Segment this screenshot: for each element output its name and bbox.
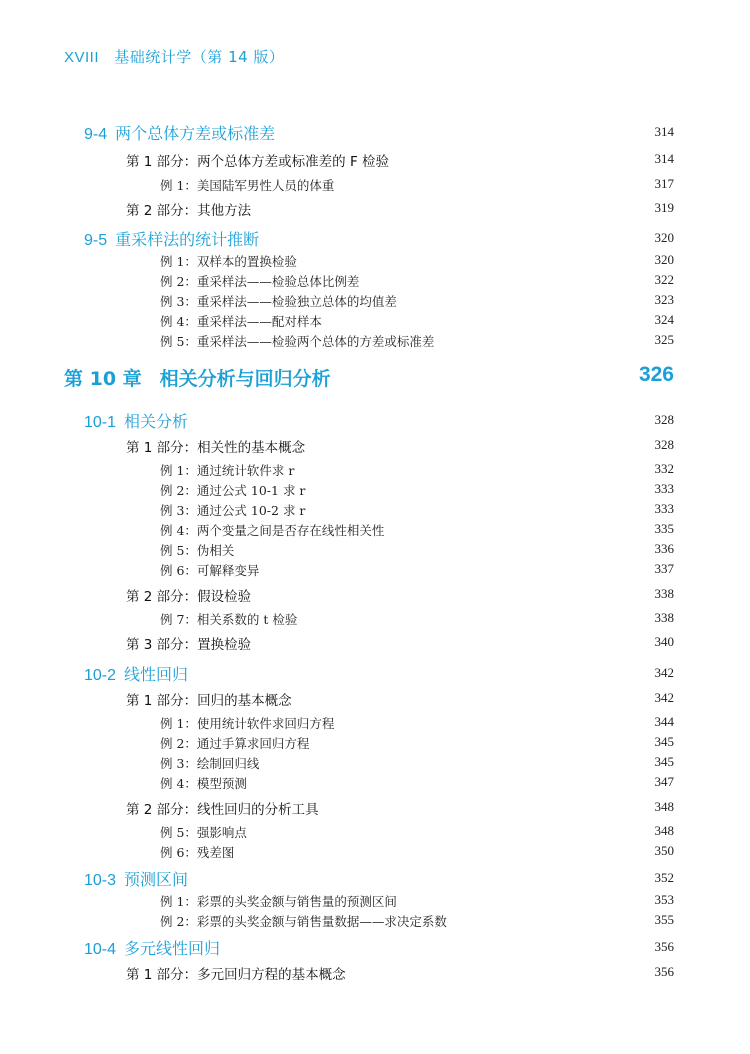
toc-page-number: 345 bbox=[654, 734, 674, 749]
toc-page-number: 314 bbox=[654, 124, 674, 139]
toc-page-number: 320 bbox=[654, 230, 674, 245]
toc-entry-part bbox=[0, 436, 750, 456]
toc-page-number: 314 bbox=[654, 151, 674, 166]
toc-entry-title bbox=[84, 409, 188, 432]
chapter-title: 相关分析与回归分析 bbox=[159, 368, 331, 390]
toc-entry-ex bbox=[0, 175, 750, 195]
toc-page-number: 333 bbox=[654, 481, 674, 496]
running-header bbox=[64, 46, 284, 67]
section-title: 重采样法的统计推断 bbox=[115, 230, 260, 249]
toc-entry-part bbox=[0, 585, 750, 605]
toc-page-number: 328 bbox=[654, 437, 674, 452]
section-number: 10-2 bbox=[84, 667, 117, 684]
toc-entry-title: 例 6：残差图 bbox=[160, 845, 235, 860]
toc-entry-title bbox=[64, 364, 331, 391]
toc-entry-part bbox=[0, 689, 750, 709]
toc-entry-part bbox=[0, 199, 750, 219]
toc-entry-title: 第 1 部分：相关性的基本概念 bbox=[126, 440, 306, 456]
toc-entry-title: 第 2 部分：假设检验 bbox=[126, 589, 252, 605]
toc-entry-title: 例 3：绘制回归线 bbox=[160, 756, 260, 771]
toc-entry-title: 例 4：两个变量之间是否存在线性相关性 bbox=[160, 523, 385, 538]
toc-entry-title: 第 2 部分：其他方法 bbox=[126, 203, 252, 219]
toc-entry-title: 例 4：重采样法——配对样本 bbox=[160, 314, 322, 329]
toc-entry-title bbox=[84, 121, 275, 144]
toc-entry-part bbox=[0, 633, 750, 653]
toc-entry-ex bbox=[0, 733, 750, 753]
toc-page-number: 356 bbox=[654, 939, 674, 954]
toc-entry-title: 例 1：使用统计软件求回归方程 bbox=[160, 716, 335, 731]
toc-entry-ex bbox=[0, 480, 750, 500]
toc-entry-ex bbox=[0, 609, 750, 629]
toc-entry-ex bbox=[0, 911, 750, 931]
toc-entry-sec bbox=[0, 663, 750, 683]
toc-entry-title: 第 1 部分：回归的基本概念 bbox=[126, 693, 292, 709]
toc-page-number: 337 bbox=[654, 561, 674, 576]
toc-entry-ex bbox=[0, 520, 750, 540]
toc-entry-title: 例 2：重采样法——检验总体比例差 bbox=[160, 274, 360, 289]
section-title: 两个总体方差或标准差 bbox=[115, 124, 276, 143]
book-title: 基础统计学（第 14 版） bbox=[114, 48, 285, 66]
toc-page-number: 319 bbox=[654, 200, 674, 215]
toc-entry-title: 例 1：双样本的置换检验 bbox=[160, 254, 297, 269]
toc-entry-chap bbox=[0, 363, 750, 390]
toc-page-number: 348 bbox=[654, 823, 674, 838]
toc-entry-title: 第 1 部分：多元回归方程的基本概念 bbox=[126, 967, 346, 983]
page-number-roman: XVIII bbox=[64, 49, 100, 66]
section-number: 9-4 bbox=[84, 126, 108, 143]
toc-page-number: 340 bbox=[654, 634, 674, 649]
toc-page-number: 344 bbox=[654, 714, 674, 729]
toc-page-number: 320 bbox=[654, 252, 674, 267]
toc-page-number: 335 bbox=[654, 521, 674, 536]
toc-page-number: 323 bbox=[654, 292, 674, 307]
toc-entry-title: 第 2 部分：线性回归的分析工具 bbox=[126, 802, 319, 818]
toc-entry-ex bbox=[0, 842, 750, 862]
toc-entry-part bbox=[0, 150, 750, 170]
section-title: 多元线性回归 bbox=[124, 939, 221, 958]
section-title: 预测区间 bbox=[124, 870, 189, 889]
toc-page-number: 347 bbox=[654, 774, 674, 789]
toc-entry-ex bbox=[0, 331, 750, 351]
toc-entry-ex bbox=[0, 500, 750, 520]
toc-page-number: 338 bbox=[654, 586, 674, 601]
chapter-number: 第 10 章 bbox=[64, 368, 142, 390]
toc-entry-title: 例 2：通过公式 10-1 求 r bbox=[160, 483, 306, 498]
toc-entry-title: 例 3：通过公式 10-2 求 r bbox=[160, 503, 306, 518]
toc-entry-title: 第 1 部分：两个总体方差或标准差的 F 检验 bbox=[126, 154, 390, 170]
toc-entry-title: 例 5：伪相关 bbox=[160, 543, 235, 558]
toc-entry-ex bbox=[0, 291, 750, 311]
section-title: 相关分析 bbox=[124, 412, 189, 431]
toc-entry-title: 例 1：通过统计软件求 r bbox=[160, 463, 295, 478]
toc-entry-sec bbox=[0, 937, 750, 957]
toc-entry-title bbox=[84, 662, 188, 685]
toc-entry-ex bbox=[0, 460, 750, 480]
toc-page-number: 336 bbox=[654, 541, 674, 556]
toc-entry-title: 例 3：重采样法——检验独立总体的均值差 bbox=[160, 294, 397, 309]
toc-entry-ex bbox=[0, 271, 750, 291]
toc-entry-title: 例 7：相关系数的 t 检验 bbox=[160, 612, 298, 627]
toc-entry-ex bbox=[0, 311, 750, 331]
toc-page-number: 356 bbox=[654, 964, 674, 979]
toc-page-number: 345 bbox=[654, 754, 674, 769]
toc-page-number: 322 bbox=[654, 272, 674, 287]
section-number: 10-1 bbox=[84, 414, 117, 431]
toc-entry-title bbox=[84, 936, 220, 959]
toc-entry-ex bbox=[0, 773, 750, 793]
toc-entry-title bbox=[84, 227, 259, 250]
toc-page-number: 355 bbox=[654, 912, 674, 927]
toc-entry-title: 例 6：可解释变异 bbox=[160, 563, 260, 578]
toc-entry-ex bbox=[0, 540, 750, 560]
toc-page-number: 317 bbox=[654, 176, 674, 191]
toc-entry-title: 例 2：彩票的头奖金额与销售量数据——求决定系数 bbox=[160, 914, 447, 929]
toc-page-number: 338 bbox=[654, 610, 674, 625]
toc-entry-ex bbox=[0, 822, 750, 842]
toc-page-number: 342 bbox=[654, 665, 674, 680]
toc-page-number: 326 bbox=[638, 363, 674, 386]
toc-entry-ex bbox=[0, 251, 750, 271]
toc-page-number: 325 bbox=[654, 332, 674, 347]
toc-entry-title: 例 1：彩票的头奖金额与销售量的预测区间 bbox=[160, 894, 397, 909]
toc-page-number: 332 bbox=[654, 461, 674, 476]
section-number: 9-5 bbox=[84, 232, 108, 249]
toc-page-number: 352 bbox=[654, 870, 674, 885]
section-number: 10-4 bbox=[84, 941, 117, 958]
toc-entry-title: 例 2：通过手算求回归方程 bbox=[160, 736, 310, 751]
toc-entry-sec bbox=[0, 122, 750, 142]
toc-page-number: 353 bbox=[654, 892, 674, 907]
toc-page-number: 333 bbox=[654, 501, 674, 516]
toc-entry-title: 例 5：强影响点 bbox=[160, 825, 247, 840]
toc-entry-sec bbox=[0, 868, 750, 888]
toc-entry-ex bbox=[0, 891, 750, 911]
section-title: 线性回归 bbox=[124, 665, 189, 684]
toc-page-number: 342 bbox=[654, 690, 674, 705]
toc-entry-ex bbox=[0, 560, 750, 580]
toc-entry-title bbox=[84, 867, 188, 890]
toc-page-number: 348 bbox=[654, 799, 674, 814]
toc-entry-title: 例 4：模型预测 bbox=[160, 776, 247, 791]
toc-page-number: 324 bbox=[654, 312, 674, 327]
toc-entry-title: 例 5：重采样法——检验两个总体的方差或标准差 bbox=[160, 334, 435, 349]
toc-entry-sec bbox=[0, 228, 750, 248]
toc-page-number: 328 bbox=[654, 412, 674, 427]
toc-entry-ex bbox=[0, 713, 750, 733]
section-number: 10-3 bbox=[84, 872, 117, 889]
toc-entry-sec bbox=[0, 410, 750, 430]
toc-entry-title: 第 3 部分：置换检验 bbox=[126, 637, 252, 653]
toc-page-number: 350 bbox=[654, 843, 674, 858]
toc-entry-ex bbox=[0, 753, 750, 773]
toc-entry-title: 例 1：美国陆军男性人员的体重 bbox=[160, 178, 335, 193]
toc-entry-part bbox=[0, 963, 750, 983]
toc-entry-part bbox=[0, 798, 750, 818]
